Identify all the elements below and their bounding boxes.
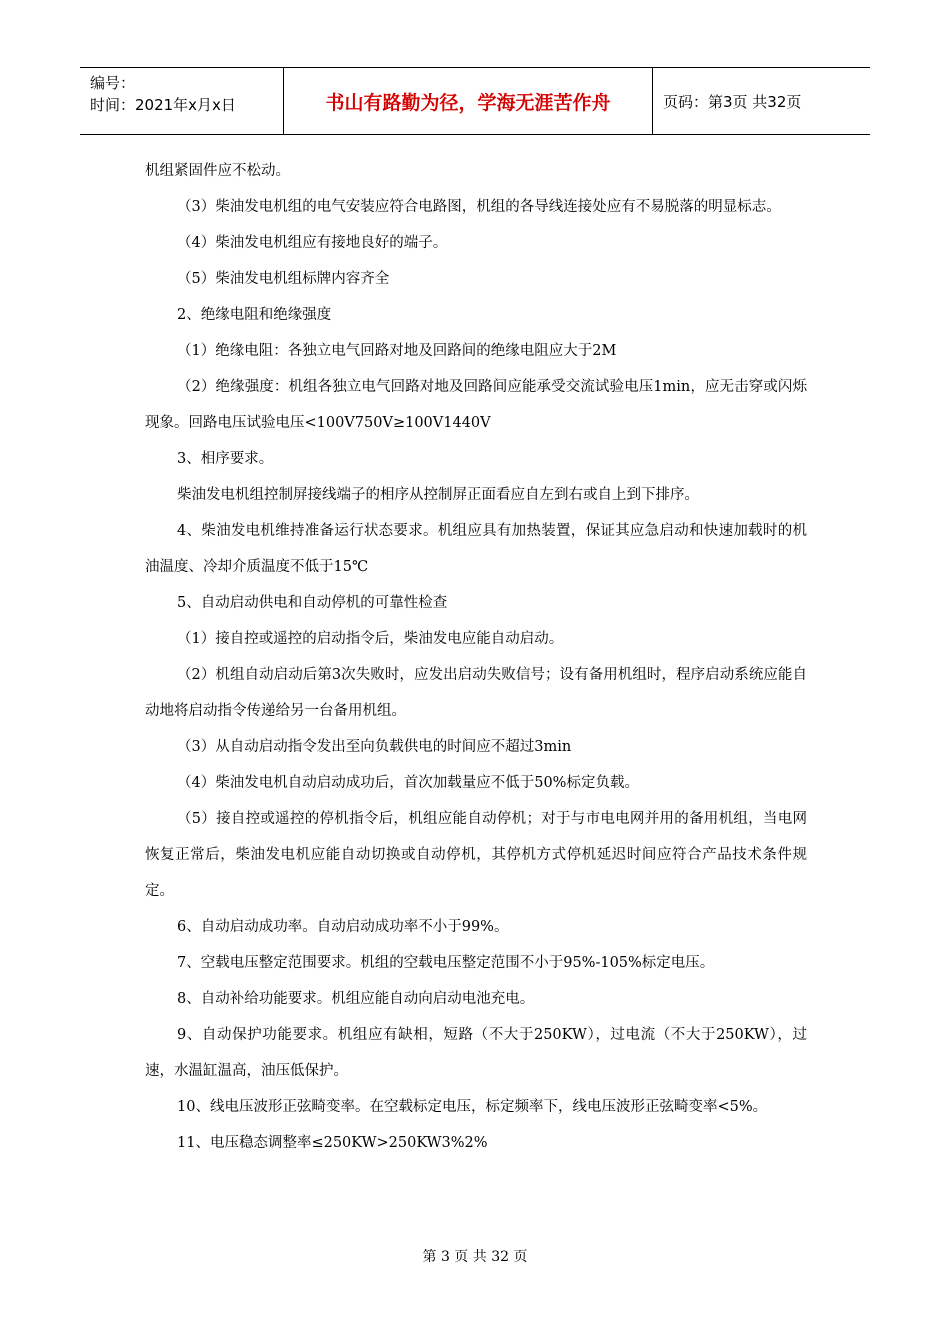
body-paragraph: （2）机组自动启动后第3次失败时，应发出启动失败信号；设有备用机组时，程序启动系统应能自动地将启动指令传递给另一台备用机组。 — [145, 667, 807, 719]
body-paragraph: 5、自动启动供电和自动停机的可靠性检查 — [177, 595, 448, 611]
body-paragraph: 柴油发电机组控制屏接线端子的相序从控制屏正面看应自左到右或自上到下排序。 — [177, 487, 699, 503]
body-paragraph: 11、电压稳态调整率≤250KW>250KW3%2% — [177, 1135, 488, 1151]
body-paragraph: （2）绝缘强度：机组各独立电气回路对地及回路间应能承受交流试验电压1min，应无击穿或闪烁现象。回路电压试验电压<100V750V≥100V1440V — [145, 379, 807, 431]
body-paragraph: （1）接自控或遥控的启动指令后，柴油发电应能自动启动。 — [177, 631, 564, 647]
page-header — [80, 67, 870, 135]
body-paragraph: （3）柴油发电机组的电气安装应符合电路图，机组的各导线连接处应有不易脱落的明显标志。 — [177, 199, 781, 215]
body-paragraph: 10、线电压波形正弦畸变率。在空载标定电压，标定频率下，线电压波形正弦畸变率<5%。 — [177, 1099, 768, 1115]
body-paragraph: 机组紧固件应不松动。 — [145, 163, 290, 179]
page-footer: 第 3 页 共 32 页 — [422, 1249, 528, 1265]
body-paragraph: （4）柴油发电机组应有接地良好的端子。 — [177, 235, 448, 251]
document-body — [145, 153, 807, 1161]
body-paragraph: 6、自动启动成功率。自动启动成功率不小于99%。 — [177, 919, 509, 935]
body-paragraph: 8、自动补给功能要求。机组应能自动向启动电池充电。 — [177, 991, 535, 1007]
header-meta — [80, 68, 283, 134]
body-paragraph: （5）柴油发电机组标牌内容齐全 — [177, 271, 390, 287]
document-date: 时间：2021年x月x日 — [90, 96, 236, 114]
body-paragraph: 2、绝缘电阻和绝缘强度 — [177, 307, 332, 323]
document-number: 编号： — [90, 74, 136, 92]
body-paragraph: （5）接自控或遥控的停机指令后，机组应能自动停机；对于与市电电网并用的备用机组，当电网恢复正常后，柴油发电机应能自动切换或自动停机，其停机方式停机延迟时间应符合产品技术条件规定。 — [145, 811, 807, 899]
body-paragraph: 9、自动保护功能要求。机组应有缺相，短路（不大于250KW），过电流（不大于250KW），过速，水温缸温高，油压低保护。 — [145, 1027, 807, 1079]
body-paragraph: （4）柴油发电机自动启动成功后，首次加载量应不低于50%标定负载。 — [177, 775, 639, 791]
header-motto: 书山有路勤为径，学海无涯苦作舟 — [283, 68, 653, 134]
body-paragraph: （3）从自动启动指令发出至向负载供电的时间应不超过3min — [177, 739, 572, 755]
body-paragraph: （1）绝缘电阻：各独立电气回路对地及回路间的绝缘电阻应大于2M — [177, 343, 617, 359]
body-paragraph: 3、相序要求。 — [177, 451, 274, 467]
header-page-number: 页码：第3页 共32页 — [663, 92, 802, 111]
body-paragraph: 7、空载电压整定范围要求。机组的空载电压整定范围不小于95%-105%标定电压。 — [177, 955, 715, 971]
body-paragraph: 4、柴油发电机维持准备运行状态要求。机组应具有加热装置，保证其应急启动和快速加载时的机油温度、冷却介质温度不低于15℃ — [145, 523, 807, 575]
